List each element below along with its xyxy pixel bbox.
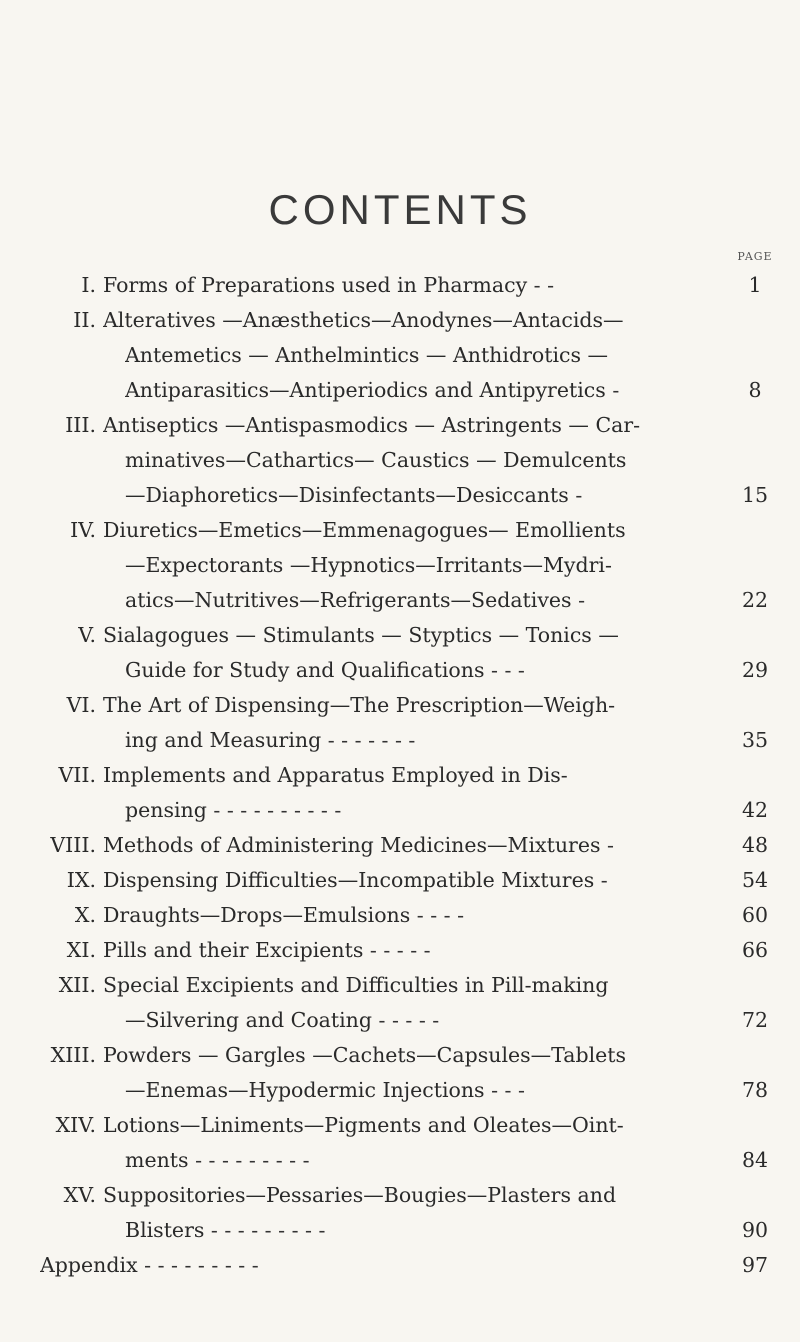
toc-entry [40, 268, 780, 303]
chapter-title [125, 1073, 713, 1108]
chapter-title [125, 1003, 713, 1038]
toc-entry [40, 828, 780, 863]
chapter-title [103, 1108, 713, 1143]
chapter-title [103, 968, 713, 1003]
chapter-title-text: Blisters [125, 1218, 205, 1242]
chapter-title [40, 1248, 713, 1283]
toc-entry-line [40, 723, 780, 758]
leader-dots: - [600, 833, 614, 857]
chapter-title-text: Dispensing Difficulties—Incompatible Mixtures [103, 868, 595, 892]
toc-entry-line [40, 1003, 780, 1038]
chapter-title-text: atics—Nutritives—Refrigerants—Sedatives [125, 588, 572, 612]
leader-dots: - - - - - - - - - [204, 1218, 326, 1242]
leader-dots: - - - - - - - - - [137, 1253, 259, 1277]
toc-entry [40, 1038, 780, 1108]
chapter-number: III. [65, 413, 96, 437]
chapter-title-text: —Expectorants —Hypnotics—Irritants—Mydri- [125, 553, 612, 577]
page-number: 42 [741, 798, 769, 822]
toc-entry-line [40, 338, 780, 373]
chapter-title [103, 268, 713, 303]
toc-entry-line [40, 688, 780, 723]
toc-entry-line [40, 1178, 780, 1213]
chapter-title [103, 863, 713, 898]
leader-dots: - [571, 588, 586, 612]
chapter-title [125, 338, 713, 373]
toc-entry-line [40, 408, 780, 443]
chapter-title [125, 653, 713, 688]
page-number: 1 [748, 273, 762, 297]
leader-dots: - - - - - - - [321, 728, 416, 752]
toc-entry-line [40, 793, 780, 828]
chapter-number: XII. [58, 973, 96, 997]
chapter-title [125, 1143, 713, 1178]
toc-entry [40, 933, 780, 968]
toc-entry-line [40, 583, 780, 618]
leader-dots: - [568, 483, 583, 507]
toc-entry [40, 1178, 780, 1248]
chapter-title [103, 688, 713, 723]
toc-entry-line [40, 933, 780, 968]
chapter-number: V. [78, 623, 96, 647]
chapter-title [103, 1038, 713, 1073]
page-number: 54 [741, 868, 769, 892]
toc-entry-line [40, 478, 780, 513]
page-number: 48 [741, 833, 769, 857]
page-title: CONTENTS [268, 186, 532, 234]
chapter-title-text: —Enemas—Hypodermic Injections [125, 1078, 485, 1102]
page-number: 29 [741, 658, 769, 682]
chapter-title-text: Methods of Administering Medicines—Mixtures [103, 833, 601, 857]
chapter-title-text: Forms of Preparations used in Pharmacy [103, 273, 528, 297]
leader-dots: - [594, 868, 608, 892]
toc-entry [40, 968, 780, 1038]
page-number: 35 [741, 728, 769, 752]
page-number: 84 [741, 1148, 769, 1172]
toc-entry-line [40, 1038, 780, 1073]
chapter-title-text: Sialagogues — Stimulants — Styptics — Tonics — [103, 623, 619, 647]
chapter-number: IV. [70, 518, 96, 542]
leader-dots: - - - - - [372, 1008, 440, 1032]
toc-entry-line [40, 898, 780, 933]
chapter-number: XIII. [50, 1043, 96, 1067]
chapter-title [125, 583, 713, 618]
chapter-title [125, 1213, 713, 1248]
chapter-number: I. [81, 273, 96, 297]
chapter-title-text: ments [125, 1148, 189, 1172]
leader-dots: - - - - - - - - - - [206, 798, 342, 822]
chapter-title [103, 303, 713, 338]
leader-dots: - - - [484, 1078, 525, 1102]
chapter-title [103, 1178, 713, 1213]
chapter-title-text: Special Excipients and Difficulties in Pill-making [103, 973, 609, 997]
chapter-title-text: Guide for Study and Qualifications [125, 658, 485, 682]
chapter-title-text: Draughts—Drops—Emulsions [103, 903, 411, 927]
chapter-title-text: Suppositories—Pessaries—Bougies—Plasters and [103, 1183, 617, 1207]
chapter-title [103, 408, 713, 443]
chapter-title-text: Pills and their Excipients [103, 938, 364, 962]
toc-entry-line [40, 373, 780, 408]
chapter-number: XIV. [55, 1113, 96, 1137]
chapter-title [103, 898, 713, 933]
chapter-number: X. [74, 903, 96, 927]
toc-entry-line [40, 1143, 780, 1178]
chapter-number: IX. [66, 868, 96, 892]
chapter-title-text: Alteratives —Anæsthetics—Anodynes—Antacids— [103, 308, 624, 332]
page-number: 90 [741, 1218, 769, 1242]
chapter-number: VIII. [50, 833, 96, 857]
chapter-title-text: Lotions—Liniments—Pigments and Oleates—Oint- [103, 1113, 624, 1137]
chapter-number: II. [73, 308, 96, 332]
toc-entry-line [40, 303, 780, 338]
chapter-title-text: minatives—Cathartics— Caustics — Demulcents [125, 448, 627, 472]
leader-dots: - - - - - - - - - [188, 1148, 310, 1172]
table-of-contents [40, 268, 780, 1283]
page-number: 78 [741, 1078, 769, 1102]
chapter-title-text: —Silvering and Coating [125, 1008, 373, 1032]
leader-dots: - - - [484, 658, 525, 682]
chapter-title-text: Antiparasitics—Antiperiodics and Antipyretics [125, 378, 606, 402]
toc-entry-line [40, 1213, 780, 1248]
chapter-title [103, 828, 713, 863]
toc-entry [40, 303, 780, 408]
chapter-title-text: Implements and Apparatus Employed in Dis- [103, 763, 568, 787]
toc-entry-line [40, 863, 780, 898]
toc-entry [40, 898, 780, 933]
chapter-title-text: Diuretics—Emetics—Emmenagogues— Emollients [103, 518, 626, 542]
page-number: 22 [741, 588, 769, 612]
toc-entry-line [40, 268, 780, 303]
page-number: 8 [748, 378, 762, 402]
toc-entry-line [40, 1073, 780, 1108]
toc-entry-line [40, 1108, 780, 1143]
chapter-title-text: Appendix [40, 1253, 138, 1277]
chapter-title [125, 373, 713, 408]
page-number: 72 [741, 1008, 769, 1032]
toc-entry-line [40, 1248, 780, 1283]
toc-entry-line [40, 653, 780, 688]
chapter-title [125, 443, 713, 478]
page-number: 97 [741, 1253, 769, 1277]
toc-entry-line [40, 548, 780, 583]
chapter-title [103, 758, 713, 793]
toc-entry [40, 618, 780, 688]
toc-entry-line [40, 443, 780, 478]
chapter-title [125, 793, 713, 828]
page-number: 15 [741, 483, 769, 507]
toc-entry-line [40, 968, 780, 1003]
toc-entry-line [40, 758, 780, 793]
toc-entry [40, 1248, 780, 1283]
chapter-title-text: pensing [125, 798, 207, 822]
chapter-title-text: Antiseptics —Antispasmodics — Astringents — Car- [103, 413, 641, 437]
toc-entry [40, 408, 780, 513]
page-number: 66 [741, 938, 769, 962]
leader-dots: - [605, 378, 620, 402]
toc-entry [40, 758, 780, 828]
chapter-number: VII. [58, 763, 96, 787]
leader-dots: - - - - - [363, 938, 431, 962]
chapter-title-text: ing and Measuring [125, 728, 322, 752]
chapter-title [125, 723, 713, 758]
chapter-title [125, 548, 713, 583]
chapter-number: XI. [66, 938, 96, 962]
chapter-title [103, 618, 713, 653]
page-column-header: PAGE [737, 250, 773, 263]
chapter-title [103, 513, 713, 548]
toc-entry [40, 863, 780, 898]
toc-entry-line [40, 828, 780, 863]
chapter-title [125, 478, 713, 513]
chapter-title [103, 933, 713, 968]
toc-entry [40, 513, 780, 618]
chapter-title-text: —Diaphoretics—Disinfectants—Desiccants [125, 483, 569, 507]
toc-entry [40, 1108, 780, 1178]
toc-entry-line [40, 513, 780, 548]
page-number: 60 [741, 903, 769, 927]
toc-entry [40, 688, 780, 758]
chapter-title-text: Powders — Gargles —Cachets—Capsules—Tablets [103, 1043, 627, 1067]
chapter-number: XV. [63, 1183, 96, 1207]
leader-dots: - - [527, 273, 555, 297]
chapter-number: VI. [66, 693, 96, 717]
chapter-title-text: The Art of Dispensing—The Prescription—Weigh- [103, 693, 616, 717]
leader-dots: - - - - [410, 903, 465, 927]
chapter-title-text: Antemetics — Anthelmintics — Anthidrotics — [125, 343, 609, 367]
toc-entry-line [40, 618, 780, 653]
